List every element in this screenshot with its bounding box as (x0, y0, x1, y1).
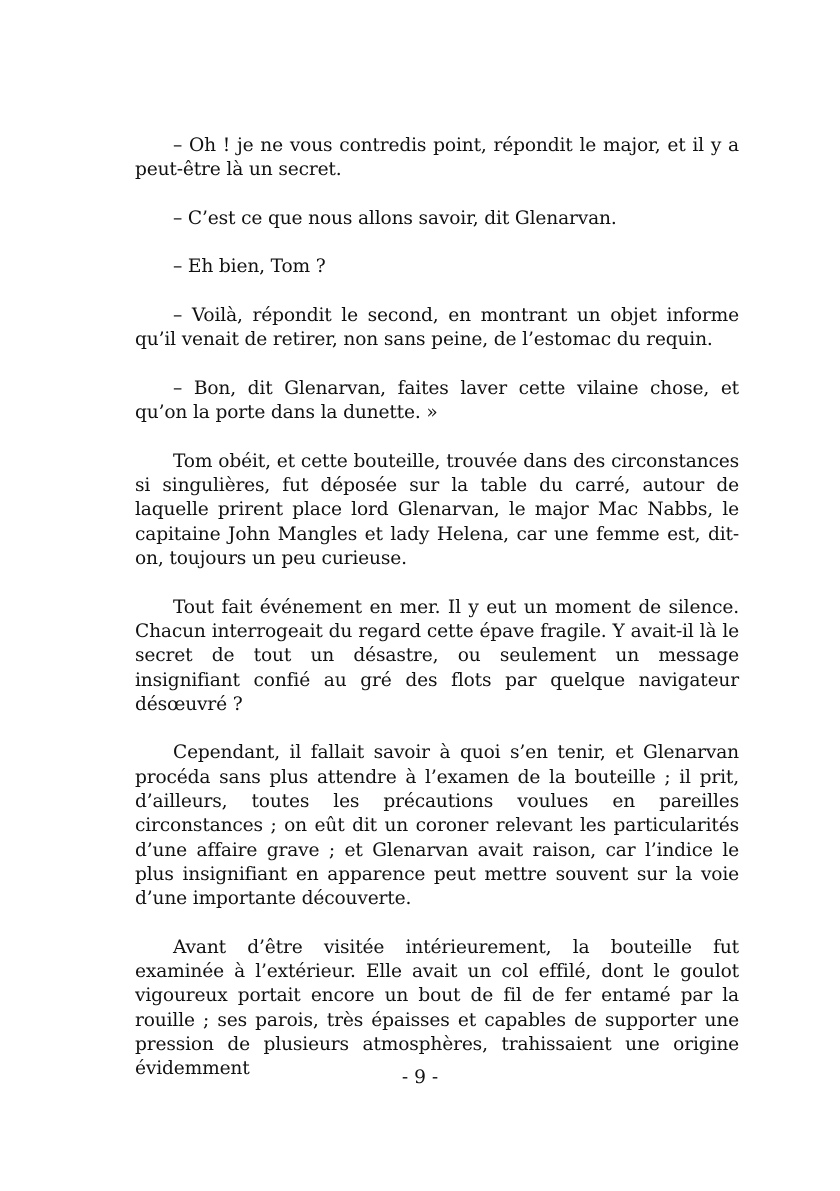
paragraph: – Voilà, répondit le second, en montrant un objet informe qu’il venait de retirer, non sans peine, de l’estomac du requin. (135, 305, 739, 351)
page-number: - 9 - (401, 1067, 439, 1088)
paragraph: – Oh ! je ne vous contredis point, répondit le major, et il y a peut-être là un secret. (135, 135, 739, 181)
paragraph: Tom obéit, et cette bouteille, trouvée dans des circonstances si singulières, fut déposée sur la table du carré, autour de laquelle prirent place lord Glenarvan, le major Mac Nabbs, le capitaine John Mangles et lady Helena, car une femme est, dit-on, toujours un peu curieuse. (135, 450, 739, 570)
body-text (135, 134, 739, 1106)
paragraph: – Bon, dit Glenarvan, faites laver cette vilaine chose, et qu’on la porte dans la dunette. » (135, 377, 739, 424)
paragraph: Cependant, il fallait savoir à quoi s’en tenir, et Glenarvan procéda sans plus attendre à l’examen de la bouteille ; il prit, d’ailleurs, toutes les précautions voulues en pareilles circonstances ; on eût dit un coroner relevant les particularités d’une affaire grave ; et Glenarvan avait raison, car l’indice le plus insignifiant en apparence peut mettre souvent sur la voie d’une importante découverte. (135, 742, 739, 910)
paragraph: – C’est ce que nous allons savoir, dit Glenarvan. (173, 207, 617, 229)
paragraph: Avant d’être visitée intérieurement, la bouteille fut examinée à l’extérieur. Elle avait un col effilé, dont le goulot vigoureux portait encore un bout de fil de fer entamé par la rouille ; ses parois, très épaisses et capables de supporter une pression de plusieurs atmosphères, trahissaient une origine évidemment (135, 936, 739, 1080)
paragraph: Tout fait événement en mer. Il y eut un moment de silence. Chacun interrogeait du regard cette épave fragile. Y avait-il là le secret de tout un désastre, ou seulement un message insignifiant confié au gré des flots par quelque navigateur désœuvré ? (135, 596, 739, 715)
paragraph: – Eh bien, Tom ? (173, 256, 326, 278)
